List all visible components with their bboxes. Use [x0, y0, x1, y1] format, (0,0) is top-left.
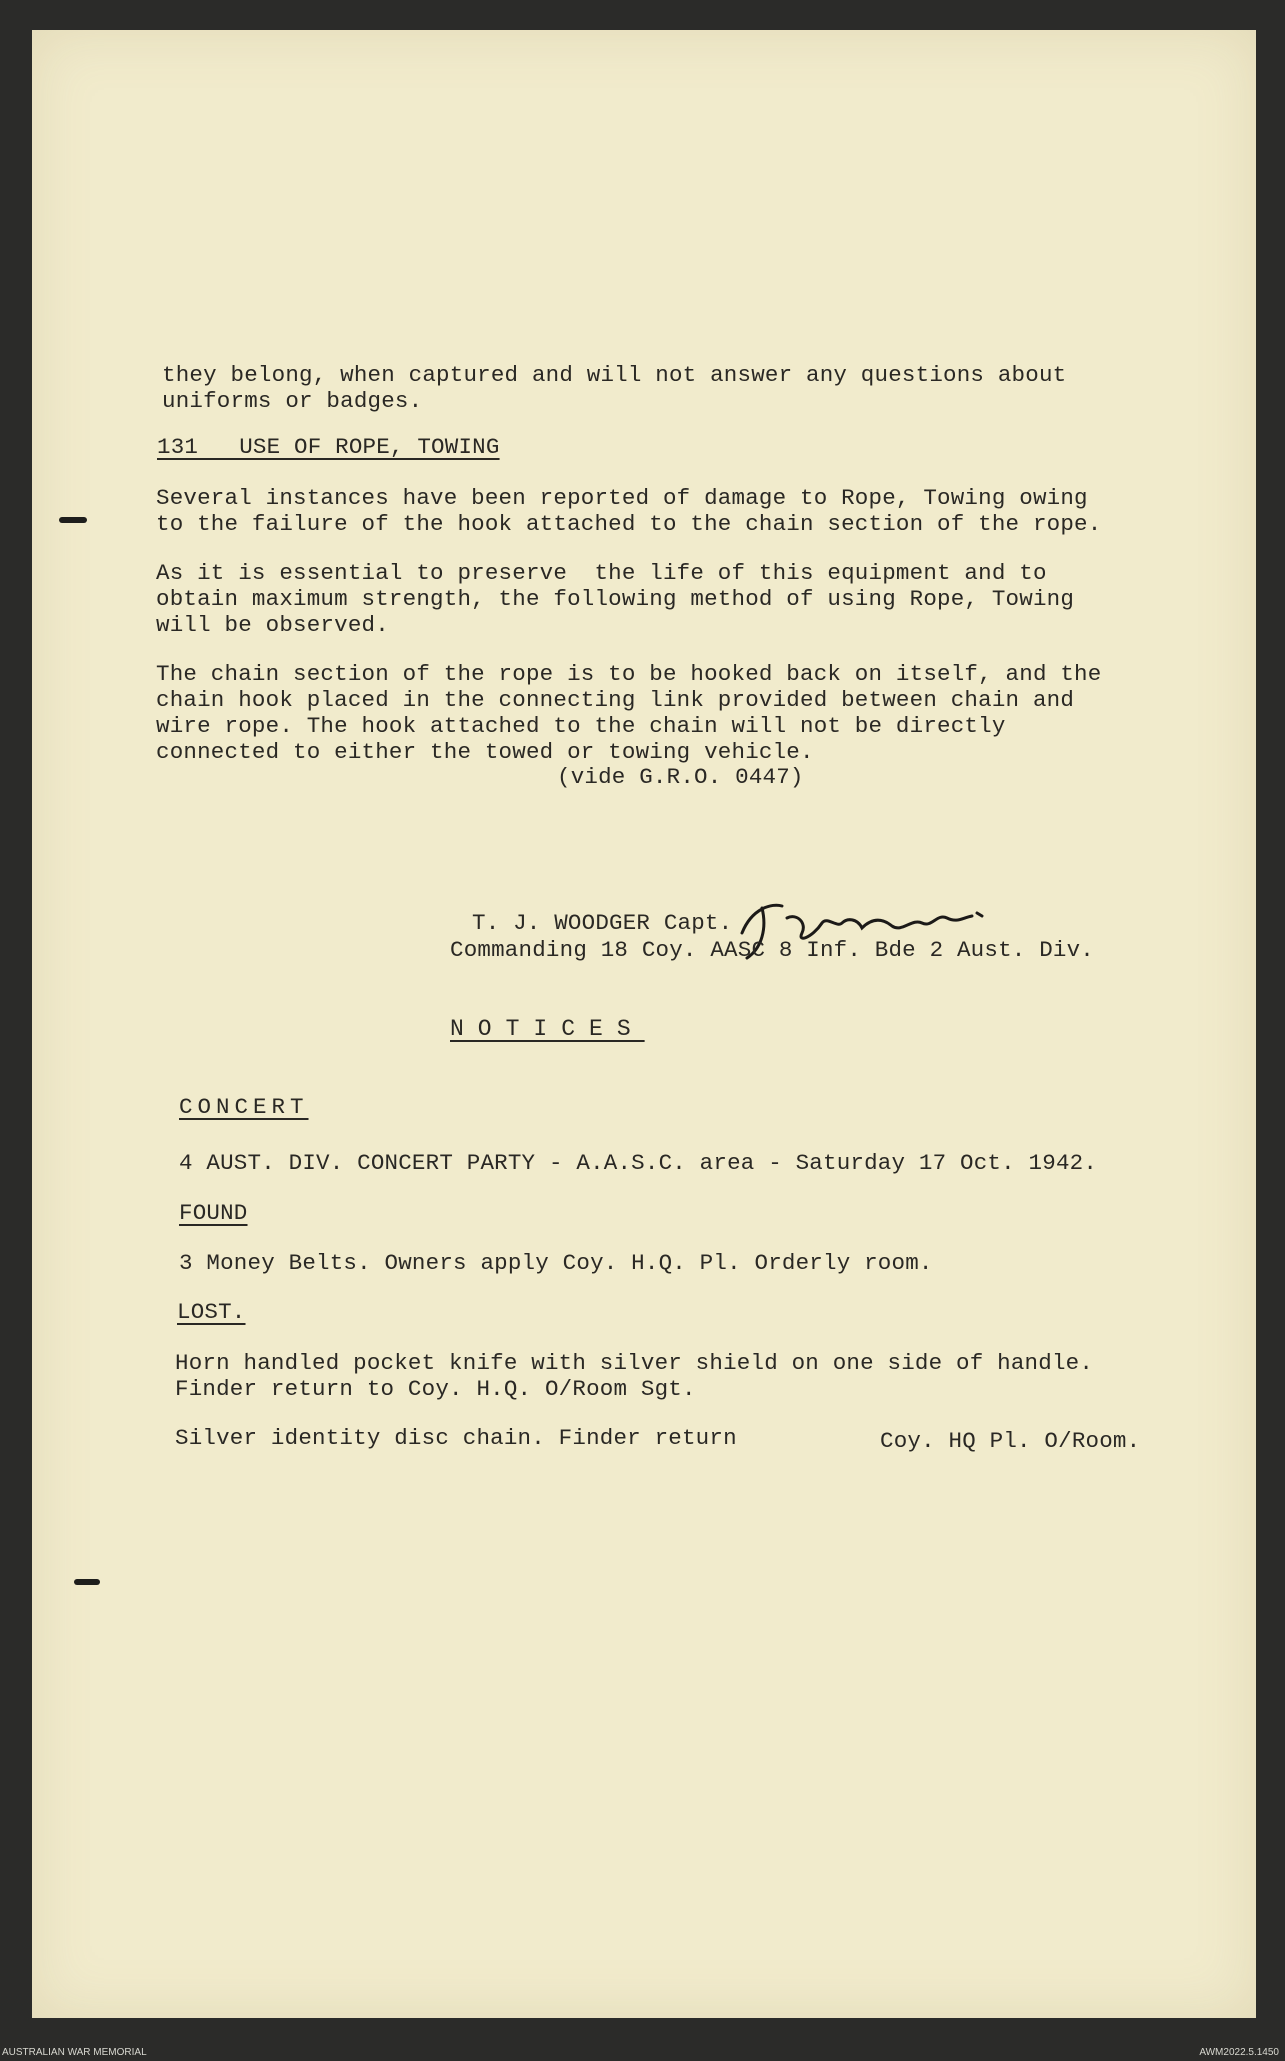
para2-line-1: As it is essential to preserve the life of this equipment and to [156, 560, 1047, 586]
para2-line-2: obtain maximum strength, the following method of using Rope, Towing [156, 586, 1075, 612]
para1-line-2: to the failure of the hook attached to the chain section of the rope. [156, 511, 1102, 537]
gro-reference: (vide G.R.O. 0447) [557, 764, 804, 790]
concert-heading: CONCERT [179, 1094, 309, 1120]
continuation-line-2: uniforms or badges. [162, 388, 423, 414]
punch-mark-top [59, 517, 87, 523]
lost-heading: LOST. [177, 1299, 246, 1325]
para2-line-3: will be observed. [156, 612, 389, 638]
lost-item1-line-2: Finder return to Coy. H.Q. O/Room Sgt. [175, 1376, 696, 1402]
para3-line-1: The chain section of the rope is to be hooked back on itself, and the [156, 661, 1102, 687]
lost-item1-line-1: Horn handled pocket knife with silver shield on one side of handle. [175, 1350, 1094, 1376]
lost-item2-destination: Coy. HQ Pl. O/Room. [880, 1428, 1141, 1454]
found-text: 3 Money Belts. Owners apply Coy. H.Q. Pl. Orderly room. [179, 1250, 933, 1276]
lost-item2-text: Silver identity disc chain. Finder return [175, 1425, 737, 1451]
continuation-line-1: they belong, when captured and will not answer any questions about [162, 362, 1067, 388]
signatory-title: Commanding 18 Coy. AASC 8 Inf. Bde 2 Aust. Div. [450, 937, 1095, 963]
para3-line-2: chain hook placed in the connecting link provided between chain and [156, 687, 1075, 713]
para3-line-4: connected to either the towed or towing vehicle. [156, 739, 814, 765]
para3-line-3: wire rope. The hook attached to the chain will not be directly [156, 713, 1006, 739]
footer-archive-name: AUSTRALIAN WAR MEMORIAL [2, 2047, 147, 2058]
concert-text: 4 AUST. DIV. CONCERT PARTY - A.A.S.C. area - Saturday 17 Oct. 1942. [179, 1150, 1098, 1176]
footer-archive-id: AWM2022.5.1450 [1199, 2047, 1279, 2058]
punch-mark-bottom [74, 1579, 100, 1585]
para1-line-1: Several instances have been reported of damage to Rope, Towing owing [156, 485, 1088, 511]
found-heading: FOUND [179, 1200, 248, 1226]
section-131-heading: 131 USE OF ROPE, TOWING [157, 434, 500, 460]
notices-heading: NOTICES [450, 1016, 645, 1042]
document-page [32, 30, 1256, 2018]
signatory-name: T. J. WOODGER Capt. [472, 910, 733, 936]
